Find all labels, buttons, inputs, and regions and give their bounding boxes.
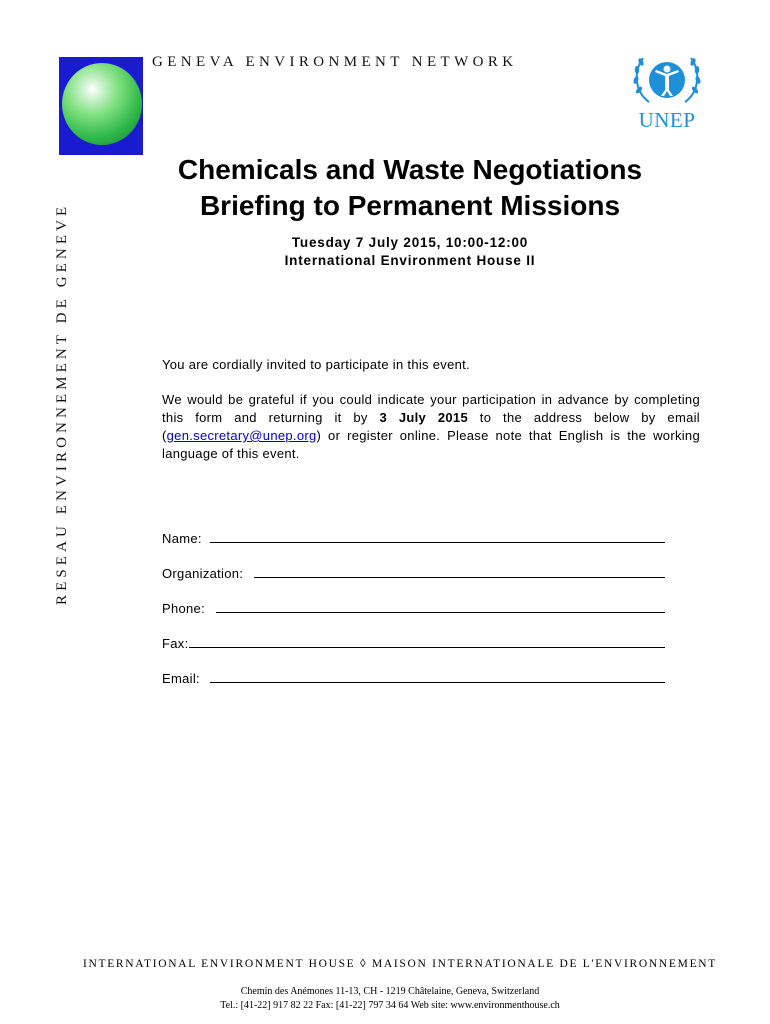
event-title-line2: Briefing to Permanent Missions — [199, 190, 621, 221]
email-field[interactable] — [162, 666, 665, 686]
fax-input-line[interactable] — [189, 647, 665, 648]
instructions-text-3: ) or register online. Please note that English is the working language of this event. — [162, 428, 700, 461]
email-input-line[interactable] — [210, 682, 665, 683]
unep-emblem-icon — [627, 50, 707, 110]
email-label: Email: — [162, 671, 200, 686]
phone-input-line[interactable] — [216, 612, 665, 613]
email-link[interactable]: gen.secretary@unep.org — [166, 428, 317, 443]
event-title-line1: Chemicals and Waste Negotiations — [177, 154, 643, 185]
organization-field[interactable] — [162, 561, 665, 581]
organization-label: Organization: — [162, 566, 244, 581]
event-date-time: Tuesday 7 July 2015, 10:00-12:00 — [291, 235, 529, 250]
unep-logo — [627, 50, 707, 132]
phone-field[interactable] — [162, 596, 665, 616]
phone-label: Phone: — [162, 601, 206, 616]
organization-input-line[interactable] — [254, 577, 665, 578]
event-subtitle — [130, 234, 690, 270]
network-title: GENEVA ENVIRONMENT NETWORK — [152, 54, 518, 70]
footer-contacts: Tel.: [41-22] 917 82 22 Fax: [41-22] 797 34 64 Web site: www.environmenthouse.ch — [220, 1000, 560, 1011]
footer-house-line: INTERNATIONAL ENVIRONMENT HOUSE ◊ MAISON INTERNATIONALE DE L'ENVIRONNEMENT — [82, 958, 718, 970]
event-title — [130, 152, 690, 224]
event-venue: International Environment House II — [284, 253, 536, 268]
instructions-text-2: to the address below by email ( — [162, 410, 700, 443]
name-input-line[interactable] — [210, 542, 665, 543]
instructions-paragraph — [162, 391, 700, 463]
footer-address: Chemin des Anémones 11-13, CH - 1219 Châtelaine, Geneva, Switzerland — [240, 986, 540, 997]
gen-logo — [59, 57, 143, 155]
name-field[interactable] — [162, 526, 665, 546]
name-label: Name: — [162, 531, 202, 546]
fax-label: Fax: — [162, 636, 189, 651]
instructions-text-1: We would be grateful if you could indicate your participation in advance by completing this form and returning it by — [162, 392, 700, 425]
vertical-network-title: RESEAU ENVIRONNEMENT DE GENEVE — [54, 202, 70, 605]
unep-logo-text: UNEP — [638, 108, 696, 132]
globe-icon — [62, 63, 142, 145]
footer-address-block — [130, 985, 650, 1013]
invitation-text: You are cordially invited to participate in this event. — [162, 357, 470, 372]
fax-field[interactable] — [162, 631, 665, 651]
deadline-date: 3 July 2015 — [379, 410, 468, 425]
